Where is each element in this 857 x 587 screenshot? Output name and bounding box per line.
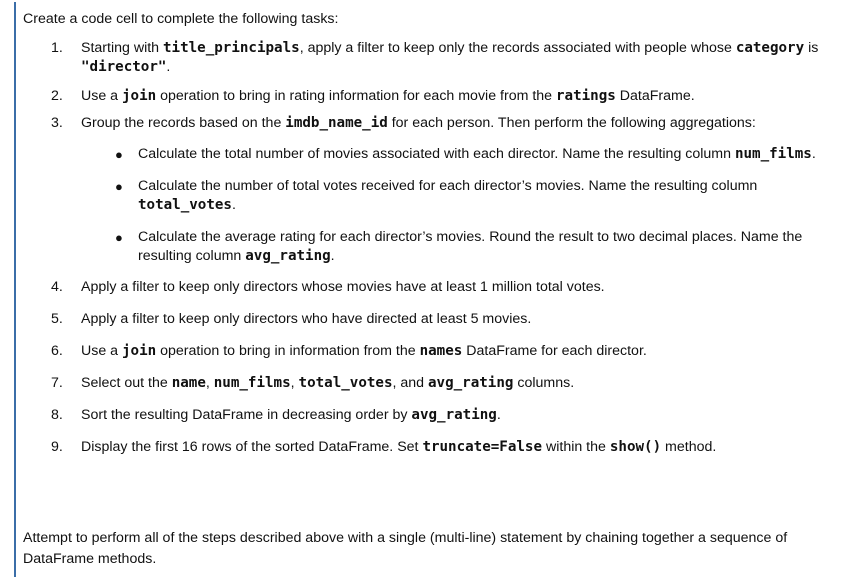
code-imdb-name-id: imdb_name_id (285, 115, 388, 131)
intro-text: Create a code cell to complete the following tasks: (23, 11, 339, 27)
task-list (0, 39, 835, 457)
step-7: 7. Select out the name, num_films, total_votes, and avg_rating columns. (51, 375, 575, 391)
bullet-item: ● Calculate the total number of movies associated with each director. Name the resulting column num_films. (115, 146, 816, 162)
outro-text: Attempt to perform all of the steps described above with a single (multi-line) statement by chaining together a sequence of DataFrame methods. (23, 530, 788, 567)
step-5: 5. Apply a filter to keep only directors who have directed at least 5 movies. (51, 311, 532, 327)
bullet-item: ● Calculate the number of total votes received for each director’s movies. Name the resulting column total_votes. (115, 178, 758, 213)
step-number: 9. (51, 439, 63, 455)
code-avg-rating: avg_rating (411, 407, 497, 423)
code-name: name (171, 375, 206, 391)
code-title-principals: title_principals (163, 40, 300, 56)
code-avg-rating: avg_rating (428, 375, 514, 391)
code-director-string: "director" (81, 59, 167, 75)
step-3: 3. Group the records based on the imdb_name_id for each person. Then perform the following aggregations: ● Calculate the total number of movies associated with each director. Name the resulting column num_films. ● Calculate the number of total votes received for each director’s movies. Name the resulting column total_votes. ● Calculate the average rating for each director’s movies. Round the result to two decimal places. Name the resulting column avg_rating. (0, 114, 835, 266)
code-num-films: num_films (213, 375, 291, 391)
step-number: 8. (51, 407, 63, 423)
code-join: join (122, 88, 157, 104)
step-2: 2. Use a join operation to bring in rating information for each movie from the ratings DataFrame. (51, 88, 695, 104)
code-names: names (419, 343, 463, 359)
bullet-item: ● Calculate the average rating for each director’s movies. Round the result to two decimal places. Name the resulting column avg_rating. (115, 229, 803, 264)
step-number: 7. (51, 375, 63, 391)
bullet-icon: ● (115, 230, 123, 245)
code-category: category (735, 40, 805, 56)
step-1: 1. Starting with title_principals, apply a filter to keep only the records associated with people whose category is "director". (51, 40, 819, 75)
code-show: show() (609, 439, 662, 455)
aggregation-list (81, 145, 835, 266)
code-avg-rating: avg_rating (245, 248, 331, 264)
step-number: 6. (51, 343, 63, 359)
step-number: 4. (51, 279, 63, 295)
step-number: 3. (51, 115, 63, 131)
step-number: 2. (51, 88, 63, 104)
bullet-icon: ● (115, 179, 123, 194)
step-9: 9. Display the first 16 rows of the sorted DataFrame. Set truncate=False within the show() method. (51, 439, 717, 455)
code-num-films: num_films (734, 146, 812, 162)
step-4: 4. Apply a filter to keep only directors whose movies have at least 1 million total votes. (51, 279, 605, 295)
step-6: 6. Use a join operation to bring in information from the names DataFrame for each director. (51, 343, 647, 359)
code-truncate-false: truncate=False (422, 439, 543, 455)
code-total-votes: total_votes (298, 375, 393, 391)
code-join: join (122, 343, 157, 359)
step-8: 8. Sort the resulting DataFrame in decreasing order by avg_rating. (51, 407, 501, 423)
code-ratings: ratings (556, 88, 616, 104)
step-number: 5. (51, 311, 63, 327)
code-total-votes: total_votes (138, 197, 232, 213)
bullet-icon: ● (115, 147, 123, 162)
step-number: 1. (51, 40, 63, 56)
